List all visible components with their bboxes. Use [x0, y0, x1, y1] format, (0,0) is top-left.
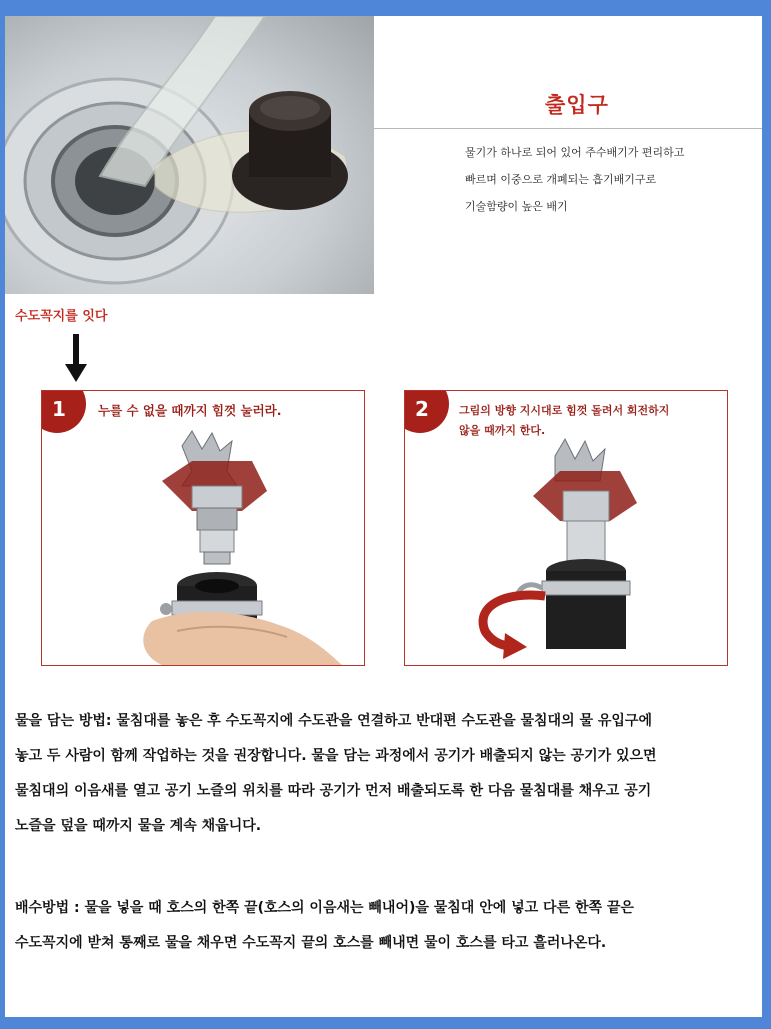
step-badge: 2: [404, 390, 449, 433]
section-title: 출입구: [545, 93, 609, 117]
title-divider: [374, 128, 762, 129]
drain-method-paragraph: [15, 891, 634, 961]
paragraph-line: 놓고 두 사람이 함께 작업하는 것을 권장합니다. 물을 담는 과정에서 공기가 배출되지 않는 공기가 있으면: [15, 748, 657, 764]
step-1-text: 누를 수 없을 때까지 힘껏 눌러라.: [98, 403, 282, 418]
step-badge: 1: [41, 390, 86, 433]
paragraph-line: 노즐을 덮을 때까지 물을 계속 채웁니다.: [15, 818, 262, 834]
description: [465, 139, 684, 220]
faucet-push-illustration: [42, 391, 364, 665]
fill-method-paragraph: [15, 704, 657, 844]
connect-label: 수도꼭지를 잇다: [15, 309, 108, 324]
outlet-photo: [5, 16, 374, 294]
arrow-down-icon: [65, 334, 87, 384]
paragraph-line: 물침대의 이음새를 열고 공기 노즐의 위치를 따라 공기가 먼저 배출되도록 한 다음 물침대를 채우고 공기: [15, 783, 652, 799]
description-line: 기술함량이 높은 배기: [465, 200, 568, 213]
step-2-text-line: 그림의 방향 지시대로 힘껏 돌려서 회전하지: [459, 404, 670, 417]
faucet-twist-illustration: [405, 391, 727, 665]
step-2-text-line: 않을 때까지 한다.: [459, 424, 546, 437]
description-line: 빠르며 이중으로 개폐되는 흡기배기구로: [465, 173, 657, 186]
step-2-card: [404, 390, 728, 666]
paragraph-line: 물을 담는 방법: 물침대를 놓은 후 수도꼭지에 수도관을 연결하고 반대편 수도관을 물침대의 물 유입구에: [15, 713, 652, 729]
description-line: 물기가 하나로 되어 있어 주수배기가 편리하고: [465, 146, 685, 159]
step-1-card: [41, 390, 365, 666]
paragraph-line: 수도꼭지에 받쳐 통째로 물을 채우면 수도꼭지 끝의 호스를 빼내면 물이 호스를 타고 흘러나온다.: [15, 935, 607, 951]
product-detail-sheet: [5, 16, 762, 1017]
paragraph-line: 배수방법 : 물을 넣을 때 호스의 한쪽 끝(호스의 이음새는 빼내어)을 물침대 안에 넣고 다른 한쪽 끝은: [15, 900, 634, 916]
